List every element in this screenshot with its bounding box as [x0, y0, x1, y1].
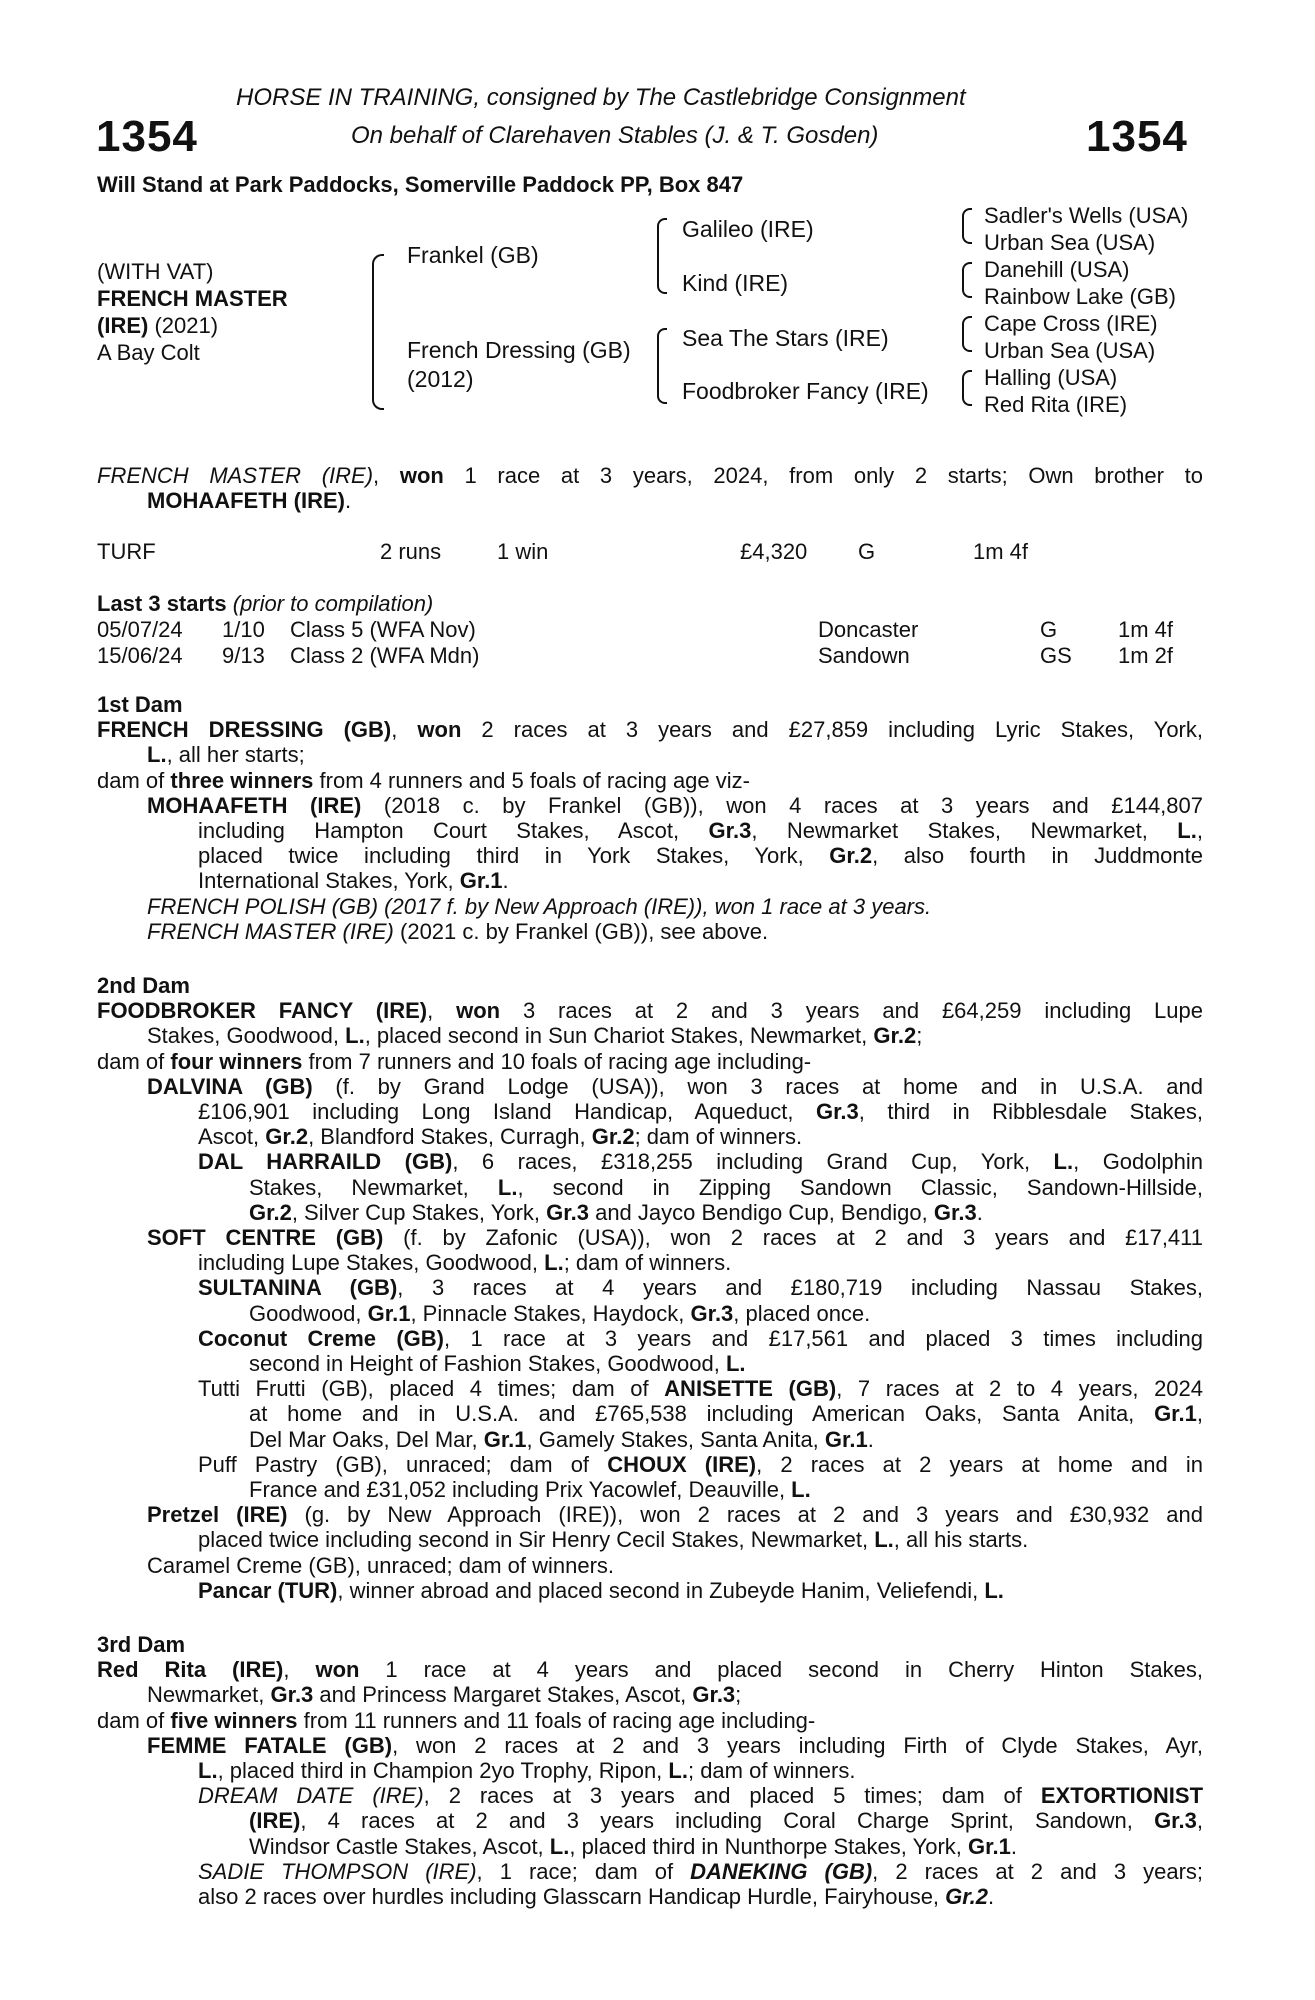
pedigree-brace-sd — [962, 262, 972, 298]
turf-wins: 1 win — [497, 539, 549, 564]
pedigree-brace-dam — [657, 328, 667, 404]
pedigree-gen3 — [984, 202, 1188, 418]
pedigree-sss: Sadler's Wells (USA) — [984, 203, 1189, 228]
stand-location: Will Stand at Park Paddocks, Somerville Paddock PP, Box 847 — [97, 172, 744, 197]
pedigree-sire: Frankel (GB) — [407, 242, 539, 268]
pedigree-dam-sire: Sea The Stars (IRE) — [682, 325, 889, 351]
pedigree-sire-dam: Kind (IRE) — [682, 270, 789, 296]
race-course: Doncaster — [818, 617, 919, 642]
consignment-line: HORSE IN TRAINING, consigned by The Castlebridge Consignment — [236, 84, 966, 111]
race-going: GS — [1040, 643, 1072, 668]
pedigree-brace-sire — [657, 218, 667, 294]
pedigree-brace-dd — [962, 370, 972, 406]
third-dam-section: 3rd Dam Red Rita (IRE), won 1 race at 4 years and placed second in Cherry Hinton Stakes, Newmarket, Gr.3 and Princess Margaret Stakes, Ascot, Gr.3; dam of five winners from 11 runners and 11 foals of racing age including- FEMME FATALE (GB), won 2 races at 2 and 3 years including Firth of Clyde Stakes, Ayr, L., placed third in Champion 2yo Trophy, Ripon, L.; dam of winners. DREAM DATE (IRE), 2 races at 3 years and placed 5 times; dam of EXTORTIONIST (IRE), 4 races at 2 and 3 years including Coral Charge Sprint, Sandown, Gr.3, Windsor Castle Stakes, Ascot, L., placed third in Nunthorpe Stakes, York, Gr.1. SADIE THOMPSON (IRE), 1 race; dam of DANEKING (GB), 2 races at 2 and 3 years; also 2 races over hurdles including Glasscarn Handicap Hurdle, Fairyhouse, Gr.2. — [97, 1632, 1204, 1910]
race-course: Sandown — [818, 643, 910, 668]
race-date: 15/06/24 — [97, 643, 183, 668]
pedigree-ddd: Red Rita (IRE) — [984, 392, 1128, 417]
horse-year: (2021) — [148, 313, 219, 338]
pedigree-ssd: Urban Sea (USA) — [984, 230, 1156, 255]
race-going: G — [1040, 617, 1058, 642]
race-distance: 1m 4f — [1118, 617, 1174, 642]
second-dam-section: 2nd Dam FOODBROKER FANCY (IRE), won 3 races at 2 and 3 years and £64,259 including Lupe Stakes, Goodwood, L., placed second in Sun Chariot Stakes, Newmarket, Gr.2; dam of four winners from 7 runners and 10 foals of racing age including- DALVINA (GB) (f. by Grand Lodge (USA)), won 3 races at home and in U.S.A. and £106,901 including Long Island Handicap, Aqueduct, Gr.3, third in Ribblesdale Stakes, Ascot, Gr.2, Blandford Stakes, Curragh, Gr.2; dam of winners. DAL HARRAILD (GB), 6 races, £318,255 including Grand Cup, York, L., Godolphin Stakes, Newmarket, L., second in Zipping Sandown Classic, Sandown-Hillside, Gr.2, Silver Cup Stakes, York, Gr.3 and Jayco Bendigo Cup, Bendigo, Gr.3. SOFT CENTRE (GB) (f. by Zafonic (USA)), won 2 races at 2 and 3 years and £17,411 including Lupe Stakes, Goodwood, L.; dam of winners. SULTANINA (GB), 3 races at 4 years and £180,719 including Nassau Stakes, Goodwood, Gr.1, Pinnacle Stakes, Haydock, Gr.3, placed once. Coconut Creme (GB), 1 race at 3 years and £17,561 and placed 3 times including second in Height of Fashion Stakes, Goodwood, L. Tutti Frutti (GB), placed 4 times; dam of ANISETTE (GB), 7 races at 2 to 4 years, 2024 at home and in U.S.A. and £765,538 including American Oaks, Santa Anita, Gr.1, Del Mar Oaks, Del Mar, Gr.1, Gamely Stakes, Santa Anita, Gr.1. Puff Pastry (GB), unraced; dam of CHOUX (IRE), 2 races at 2 years at home and in France and £31,052 including Prix Yacowlef, Deauville, L. Pretzel (IRE) (g. by New Approach (IRE)), won 2 races at 2 and 3 years and £30,932 and placed twice including second in Sir Henry Cecil Stakes, Newmarket, L., all his starts. Caramel Creme (GB), unraced; dam of winners. Pancar (TUR), winner abroad and placed second in Zubeyde Hanim, Veliefendi, L. — [97, 973, 1204, 1603]
turf-label: TURF — [97, 539, 156, 564]
vat-note: (WITH VAT) — [97, 259, 214, 284]
race-class: Class 5 (WFA Nov) — [290, 617, 476, 642]
pedigree-sds: Danehill (USA) — [984, 257, 1130, 282]
race-distance: 1m 2f — [1118, 643, 1174, 668]
pedigree-dsd: Urban Sea (USA) — [984, 338, 1156, 363]
pedigree-dam: French Dressing (GB) — [407, 337, 631, 363]
turf-going: G — [858, 539, 876, 564]
lot-number-left: 1354 — [96, 112, 198, 161]
pedigree-dam-year: (2012) — [407, 366, 474, 392]
turf-runs: 2 runs — [380, 539, 442, 564]
section-heading: 2nd Dam — [97, 973, 190, 998]
intro-paragraph: FRENCH MASTER (IRE), won 1 race at 3 years, 2024, from only 2 starts; Own brother to MOHAAFETH (IRE). — [97, 463, 1203, 514]
lot-number-right: 1354 — [1086, 112, 1188, 161]
turf-distance: 1m 4f — [973, 539, 1029, 564]
pedigree-sire-sire: Galileo (IRE) — [682, 216, 814, 242]
pedigree-brace-main — [372, 254, 384, 410]
horse-description: A Bay Colt — [97, 340, 200, 365]
first-dam-section: 1st Dam FRENCH DRESSING (GB), won 2 races at 3 years and £27,859 including Lyric Stakes, York, L., all her starts; dam of three winners from 4 runners and 5 foals of racing age viz- MOHAAFETH (IRE) (2018 c. by Frankel (GB)), won 4 races at 3 years and £144,807 including Hampton Court Stakes, Ascot, Gr.3, Newmarket Stakes, Newmarket, L., placed twice including third in York Stakes, York, Gr.2, also fourth in Juddmonte International Stakes, York, Gr.1. FRENCH POLISH (GB) (2017 f. by New Approach (IRE)), won 1 race at 3 years. FRENCH MASTER (IRE) (2021 c. by Frankel (GB)), see above. — [97, 692, 1204, 944]
race-position: 1/10 — [222, 617, 265, 642]
turf-prize: £4,320 — [740, 539, 808, 564]
pedigree-dss: Cape Cross (IRE) — [984, 311, 1158, 336]
pedigree-sdd: Rainbow Lake (GB) — [984, 284, 1176, 309]
race-position: 9/13 — [222, 643, 265, 668]
pedigree-brace-ds — [962, 316, 972, 352]
behalf-line: On behalf of Clarehaven Stables (J. & T. Gosden) — [351, 122, 879, 149]
pedigree-brace-ss — [962, 208, 972, 244]
race-class: Class 2 (WFA Mdn) — [290, 643, 480, 668]
pedigree-dam-dam: Foodbroker Fancy (IRE) — [682, 378, 929, 404]
section-heading: 3rd Dam — [97, 1632, 186, 1657]
race-date: 05/07/24 — [97, 617, 183, 642]
section-heading: 1st Dam — [97, 692, 183, 717]
horse-identity — [97, 258, 288, 366]
horse-suffix: (IRE) — [97, 313, 149, 338]
horse-name: FRENCH MASTER — [97, 286, 288, 311]
pedigree-dds: Halling (USA) — [984, 365, 1118, 390]
last-starts-heading: Last 3 starts (prior to compilation) — [97, 591, 434, 616]
